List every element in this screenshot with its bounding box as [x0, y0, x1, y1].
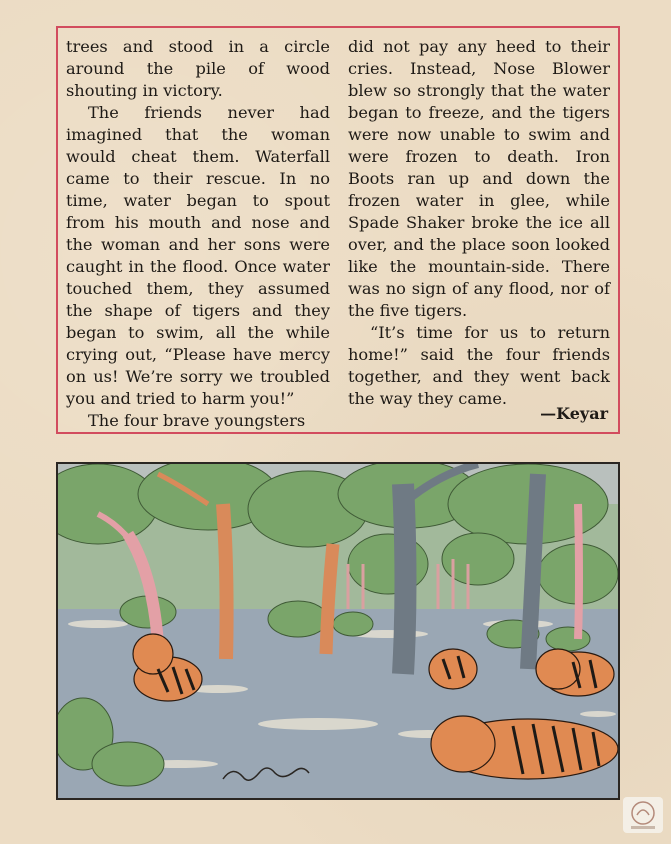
author-credit: —Keyar	[540, 404, 608, 423]
story-text-frame	[56, 26, 620, 434]
tigers-in-flood-illustration	[56, 462, 620, 800]
story-paragraph: The friends never had imagined that the woman would cheat them. Waterfall came to their rescue. In no time, water began to spout from his mouth and nose and the woman and her sons were caught in the flood. Once water touched them, they assumed the shape of tigers and they began to swim, all the while crying out, “Please have mercy on us! We’re sorry we troubled you and tried to harm you!”	[66, 103, 330, 408]
story-paragraph: did not pay any heed to their cries. Instead, Nose Blower blew so strongly that the water began to freeze, and the tigers were now unable to swim and were frozen to death. Iron Boots ran up and down the frozen water in glee, while Spade Shaker broke the ice all over, and the place soon looked like the mountain-side. There was no sign of any flood, nor of the five tigers.	[348, 37, 610, 320]
story-column-left	[66, 36, 330, 432]
watermark-icon	[623, 797, 663, 833]
story-column-right	[348, 36, 610, 410]
story-paragraph: The four brave youngsters	[88, 411, 306, 430]
watermark-logo	[623, 797, 663, 833]
story-paragraph: trees and stood in a circle around the pile of wood shouting in victory.	[66, 37, 330, 100]
illustration-art	[58, 464, 618, 798]
story-paragraph: “It’s time for us to return home!” said the four friends together, and they went back the way they came.	[348, 323, 610, 408]
